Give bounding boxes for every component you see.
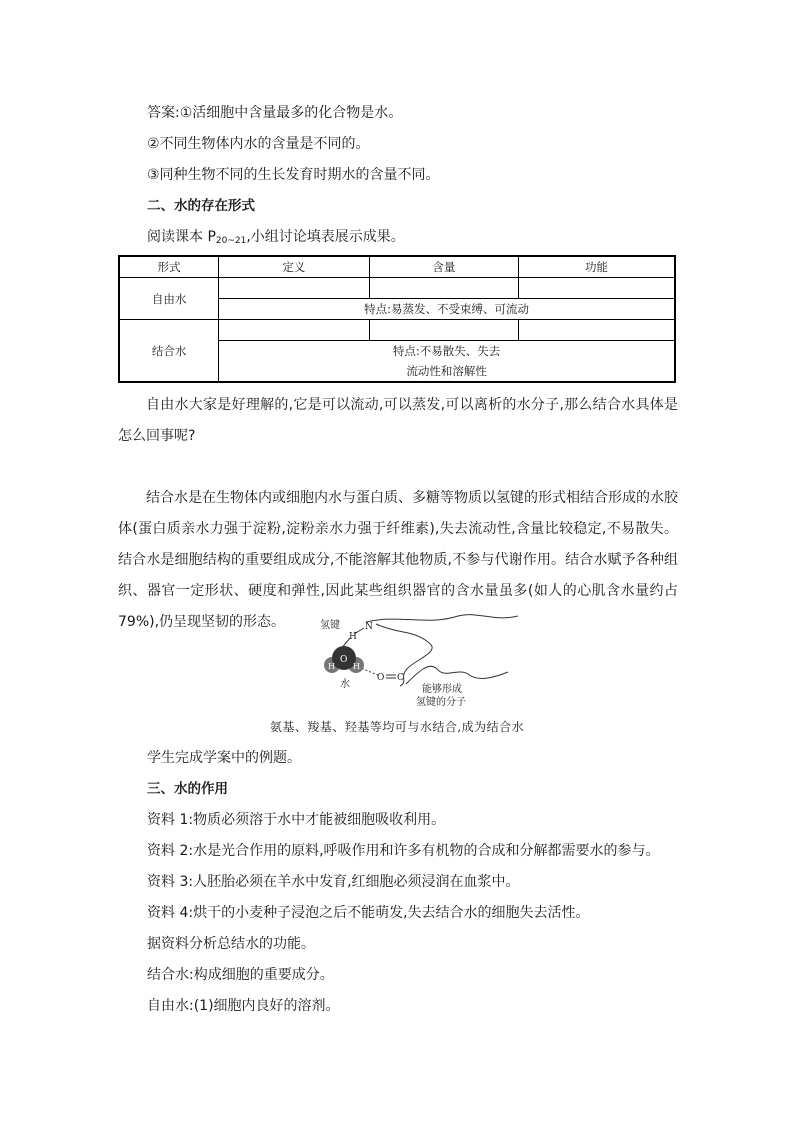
molecule-label-line-1: 能够形成: [422, 684, 462, 695]
answer-line-2: ②不同生物体内水的含量是不同的。: [147, 136, 370, 152]
reading-instruction: [147, 227, 405, 251]
student-task-line: 学生完成学案中的例题。: [147, 750, 301, 766]
atom-h-left-label: H: [328, 662, 335, 671]
header-definition: 定义: [219, 256, 369, 278]
data-item-2: 资料 2:水是光合作用的原料,呼吸作用和许多有机物的合成和分解都需要水的参与。: [147, 843, 660, 859]
bound-water-definition-cell: [219, 320, 369, 341]
free-water-definition-cell: [219, 278, 369, 299]
bound-water-diagram: [318, 612, 528, 712]
section-heading-water-functions: 三、水的作用: [147, 781, 228, 797]
water-label: 水: [340, 679, 350, 690]
hbond-label: 氢键: [320, 620, 340, 631]
instruction-suffix: ,小组讨论填表展示成果。: [246, 229, 405, 245]
header-form: 形式: [119, 256, 219, 278]
data-item-3: 资料 3:人胚胎必须在羊水中发育,红细胞必须浸润在血浆中。: [147, 874, 520, 890]
header-function: 功能: [519, 256, 675, 278]
answer-line-3: ③同种生物不同的生长发育时期水的含量不同。: [147, 167, 440, 183]
answer-line-1: 答案:①活细胞中含量最多的化合物是水。: [147, 105, 403, 121]
bound-water-content-cell: [369, 320, 518, 341]
bound-water-feature-1: 特点:不易散失、失去: [219, 341, 675, 362]
free-water-function: 自由水:(1)细胞内良好的溶剂。: [147, 998, 340, 1014]
atom-n-label: N: [365, 622, 373, 632]
atom-o-water-label: O: [340, 655, 348, 665]
figure-caption: 氨基、羧基、羟基等均可与水结合,成为结合水: [269, 720, 525, 734]
paragraph-bound-water: 结合水是在生物体内或细胞内水与蛋白质、多糖等物质以氢键的形式相结合形成的水胶体(蛋白质亲水力强于淀粉,淀粉亲水力强于纤维素),失去流动性,含量比较稳定,不易散失。结合水是细胞结构的重要组成成分,不能溶解其他物质,不参与代谢作用。结合水赋予各种组织、器官一定形状、硬度和弹性,因此某些组织器官的含水量虽多(如人的心肌含水量约占 79%),仍呈现坚韧的形态。: [118, 490, 678, 630]
molecule-chain-middle: [376, 624, 432, 686]
atom-h-right-label: H: [353, 662, 360, 671]
bound-water-function-cell: [519, 320, 675, 341]
data-item-4: 资料 4:烘干的小麦种子浸泡之后不能萌发,失去结合水的细胞失去活性。: [147, 905, 590, 921]
bound-water-label: 结合水: [119, 320, 219, 383]
paragraph-free-water: 自由水大家是好理解的,它是可以流动,可以蒸发,可以离析的水分子,那么结合水具体是怎么回事呢?: [118, 397, 678, 444]
molecule-label-line-2: 氢键的分子: [416, 697, 466, 708]
table-row-bound-water: [119, 320, 675, 341]
free-water-function-cell: [519, 278, 675, 299]
bound-water-feature-2: 流动性和溶解性: [219, 361, 675, 382]
instruction-prefix: 阅读课本 P: [147, 229, 216, 245]
free-water-feature: 特点:易蒸发、不受束缚、可流动: [219, 299, 675, 320]
table-row-free-water: [119, 278, 675, 299]
molecule-chain-top: [366, 615, 518, 622]
section-heading-water-forms: 二、水的存在形式: [147, 198, 255, 214]
molecule-chain-bottom: [406, 666, 508, 684]
header-content: 含量: [369, 256, 518, 278]
table-header-row: [119, 256, 675, 278]
atom-h-top-label: H: [349, 632, 357, 642]
water-forms-table: [118, 255, 676, 383]
atom-c-label: C: [397, 673, 404, 683]
bound-water-function: 结合水:构成细胞的重要成分。: [147, 967, 334, 983]
analysis-prompt: 据资料分析总结水的功能。: [147, 936, 315, 952]
data-item-1: 资料 1:物质必须溶于水中才能被细胞吸收利用。: [147, 812, 446, 828]
page-range: 20~21: [215, 236, 247, 246]
free-water-content-cell: [369, 278, 518, 299]
atom-o-carbonyl-label: O: [377, 673, 385, 683]
free-water-label: 自由水: [119, 278, 219, 320]
